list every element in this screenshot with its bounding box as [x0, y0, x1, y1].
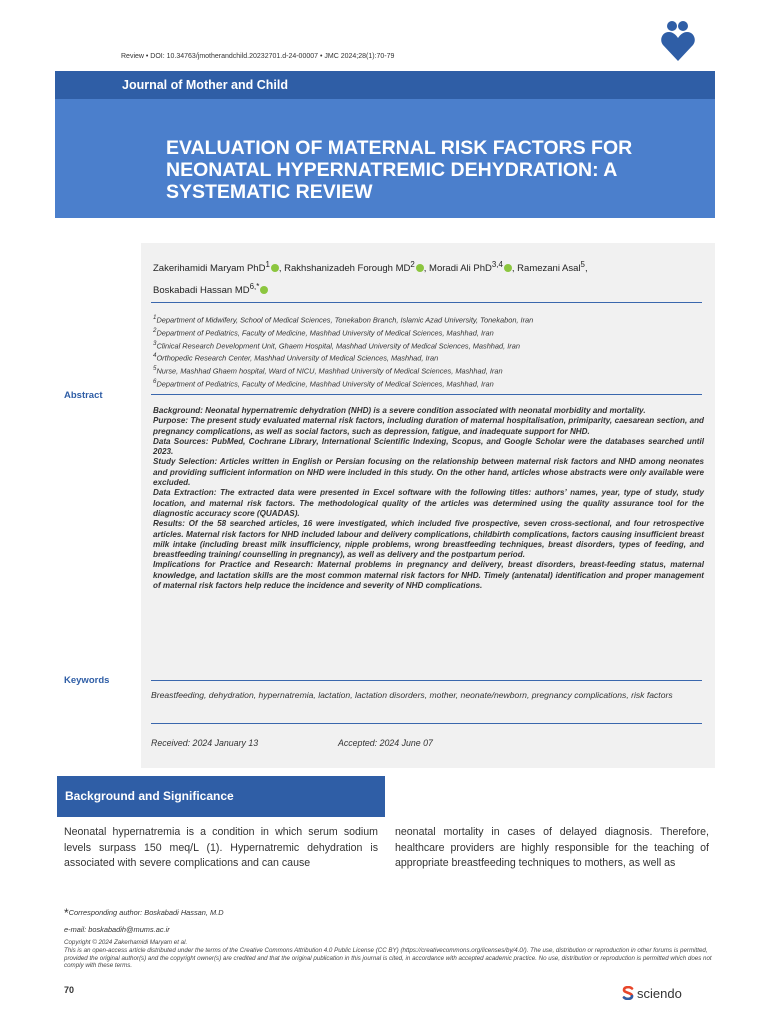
orcid-icon[interactable] [416, 264, 424, 272]
abstract-body [153, 406, 704, 591]
affiliation-item: $^5$Nurse, Mashhad Ghaem hospital, Ward of NICU, Mashhad University of Medical Sciences, Mashhad, Iran [153, 365, 503, 376]
sciendo-s-logo-icon [622, 986, 634, 1000]
affiliation-item: $^2$Department of Pediatrics, Faculty of Medicine, Mashhad University of Medical Sciences, Mashhad, Iran [153, 326, 494, 338]
author-name: Boskabadi Hassan MD [153, 285, 250, 297]
author-affiliation-ref: 5 [580, 260, 585, 269]
affiliation-list [153, 313, 698, 390]
keywords-list: Breastfeeding, dehydration, hypernatremia, lactation, lactation disorders, mother, neonate/newborn, pregnancy complications, risk factors [151, 690, 673, 700]
author-name: Zakerihamidi Maryam PhD [153, 263, 266, 275]
affiliation-item: $^4$Orthopedic Research Center, Mashhad University of Medical Sciences, Mashhad, Iran [153, 352, 439, 363]
accepted-date: Accepted: 2024 June 07 [338, 738, 433, 748]
author-name: Rakhshanizadeh Forough MD [284, 263, 411, 275]
divider [151, 302, 702, 303]
section-title: Background and Significance [65, 789, 234, 803]
author-email[interactable]: e-mail: boskabadih@mums.ac.ir [64, 925, 170, 934]
author-affiliation-ref: 2 [410, 260, 415, 269]
abstract-background: Background: Neonatal hypernatremic dehydration (NHD) is a severe condition associated with neonatal morbidity and mortality. [153, 406, 646, 415]
two-hearts-logo-icon [660, 19, 696, 63]
orcid-icon[interactable] [271, 264, 279, 272]
copyright-line: Copyright © 2024 Zakerhamidi Maryam et al. [64, 939, 188, 946]
author-affiliation-ref: 1 [265, 260, 270, 269]
divider [151, 394, 702, 395]
author-affiliation-ref: 6,* [249, 282, 260, 292]
affiliation-item: $^6$Department of Pediatrics, Faculty of Medicine, Mashhad University of Medical Sciences, Mashhad, Iran [153, 377, 494, 389]
abstract-label: Abstract [64, 390, 103, 401]
divider [151, 680, 702, 681]
doi-line: Review • DOI: 10.34763/jmotherandchild.20232701.d-24-00007 • JMC 2024;28(1):70-79 [121, 53, 395, 60]
body-column-left: Neonatal hypernatremia is a condition in which serum sodium levels surpass 150 meq/L (1). Hypernatremic dehydration is associated with severe complications and can cause [64, 826, 378, 869]
license-text: This is an open-access article distributed under the terms of the Creative Commons Attribution 4.0 Public License (CC BY) (https://creativecommons.org/licenses/by/4.0/). The use, distribution or reproduction in other forums is permitted, provided the original author(s) and the copyright owner(s) are credited and that the original publication in this journal is cited, in accordance with accepted academic practice. No use, distribution or reproduction is permitted which does not comply with these terms. [64, 946, 712, 970]
footnote-asterisk: * [64, 906, 69, 920]
divider [151, 723, 702, 724]
journal-name: Journal of Mother and Child [122, 78, 288, 92]
body-column-right: neonatal mortality in cases of delayed diagnosis. Therefore, healthcare providers are highly responsible for the teaching of appropriate breastfeeding techniques to mothers, as well as [395, 826, 709, 869]
publisher-logo [622, 985, 682, 1001]
author-affiliation-ref: 3,4 [491, 260, 503, 269]
abstract-purpose: Purpose: The present study evaluated maternal risk factors, including duration of maternal hospitalisation, primiparity, caesarean section, and pregnancy complications, as well as social factors, such as depression, fatigue, and inadequate support for NHD. [153, 416, 704, 436]
article-title: EVALUATION OF MATERNAL RISK FACTORS FOR NEONATAL HYPERNATREMIC DEHYDRATION: A SYSTEMATIC REVIEW [166, 137, 633, 203]
affiliation-item: $^3$Clinical Research Development Unit, Ghaem Hospital, Mashhad University of Medical Sciences, Mashhad, Iran [153, 339, 520, 350]
abstract-data-sources: Data Sources: PubMed, Cochrane Library, International Scientific Indexing, Scopus, and Google Scholar were the databases searched until 2023. [153, 436, 704, 457]
publisher-name: sciendo [637, 985, 682, 1001]
abstract-study-selection: Study Selection: Articles written in English or Persian focusing on the relationship between maternal risk factors and NHD among neonates and providing sufficient information on NHD were included in this study. On the other hand, articles whose abstracts were only available were excluded. [153, 457, 704, 488]
abstract-implications: Implications for Practice and Research: Maternal problems in pregnancy and delivery, breast disorders, breast-feeding status, maternal knowledge, and lactation skills are the most common maternal risk factors for NHD. Timely (antenatal) identification and proper management of maternal risk factors help reduce the incidence and severity of NHD complications. [153, 560, 704, 591]
orcid-icon[interactable] [504, 264, 512, 272]
received-date: Received: 2024 January 13 [151, 738, 259, 748]
affiliation-item: $^1$Department of Midwifery, School of Medical Sciences, Tonekabon Branch, Islamic Azad University, Tonekabon, Iran [153, 314, 534, 325]
keywords-label: Keywords [64, 675, 110, 686]
abstract-results: Results: Of the 58 searched articles, 16 were investigated, which included five prospective, seven cross-sectional, and four retrospective articles. Maternal risk factors for NHD included labour and delivery complications, childbirth complications, factors causing insufficient breast milk intake (including breast milk insufficiency, nipple problems, wrong breastfeeding techniques, breast disorders, types of feeding, and breastfeeding training/ counselling in pregnancy), as well as delivery and the postpartum period. [153, 519, 704, 560]
abstract-data-extraction: Data Extraction: The extracted data were presented in Excel software with the following titles: authors’ names, year, type of study, study location, and maternal risk factors. The methodological quality of the articles was determined using the quality assurance tool for the diagnostic accuracy score (QUADAS). [153, 488, 704, 518]
author-name: Ramezani Asal [517, 263, 581, 275]
author-list: Zakerihamidi Maryam PhD$^1$ , Rakhshanizadeh Forough $MD^2$ , Moradi Ali PhD$^{3,4}$ , Ramezani Asal$^5$, Boskabadi Hassan $MD^{6,*}$ [153, 260, 588, 297]
orcid-icon[interactable] [260, 286, 268, 294]
page-number: 70 [64, 985, 75, 995]
corresponding-author: *Corresponding author: Boskabadi Hassan, M.D [64, 906, 224, 920]
copyright-notice [64, 939, 716, 970]
author-name: Moradi Ali PhD [429, 263, 492, 275]
